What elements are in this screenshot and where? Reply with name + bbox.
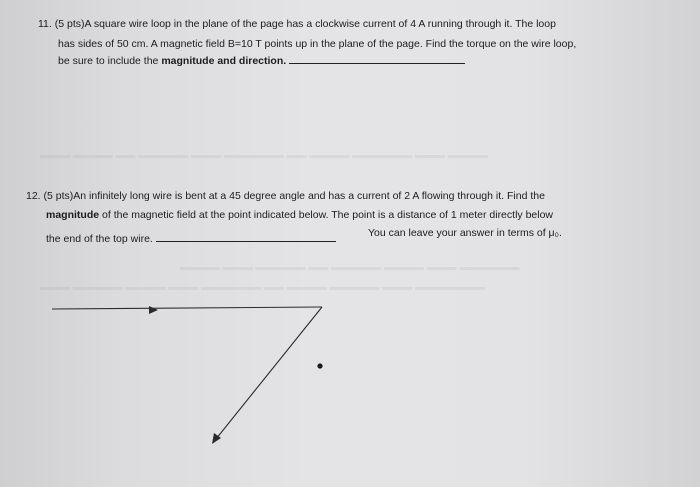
slanted-wire	[216, 307, 322, 439]
q12-number: 12.	[26, 190, 41, 202]
q11-text-3-bold: magnitude and direction.	[161, 55, 287, 67]
top-wire-arrow-icon	[149, 306, 158, 314]
q11-number: 11.	[38, 18, 52, 30]
top-wire	[52, 307, 322, 309]
q11-text-3: be sure to include the	[58, 55, 159, 67]
q11-text-1: (5 pts)A square wire loop in the plane of the page has a clockwise current of 4 A running through it. The loop	[54, 18, 556, 30]
q12-text-1: (5 pts)An infinitely long wire is bent at a 45 degree angle and has a current of 2 A flowing through it. Find the	[43, 190, 545, 202]
q12-text-3: the end of the top wire.	[46, 233, 153, 245]
bleed-through-text: ▬▬▬ ▬▬▬▬ ▬▬ ▬▬▬▬▬ ▬▬▬ ▬▬▬▬▬▬ ▬▬ ▬▬▬▬ ▬▬▬▬▬▬ ▬▬▬ ▬▬▬▬	[40, 150, 488, 161]
bleed-through-text: ▬▬▬▬ ▬▬▬ ▬▬▬▬▬ ▬▬ ▬▬▬▬▬ ▬▬▬▬ ▬▬▬ ▬▬▬▬▬▬	[180, 262, 520, 273]
field-point	[317, 363, 322, 368]
q12-text-2: of the magnetic field at the point indicated below. The point is a distance of 1 meter directly below	[102, 209, 554, 221]
bleed-through-text: ▬▬▬ ▬▬▬▬▬ ▬▬▬▬ ▬▬▬ ▬▬▬▬▬▬ ▬▬ ▬▬▬▬ ▬▬▬▬▬ ▬▬▬ ▬▬▬▬▬▬▬	[40, 282, 486, 293]
q12-text-3-right: You can leave your answer in terms of μ₀.	[368, 227, 562, 239]
q11-text-2: has sides of 50 cm. A magnetic field B=10 T points up in the plane of the page. Find the torque on the wire loop,	[58, 38, 577, 50]
q12-text-2-bold: magnitude	[46, 209, 100, 221]
